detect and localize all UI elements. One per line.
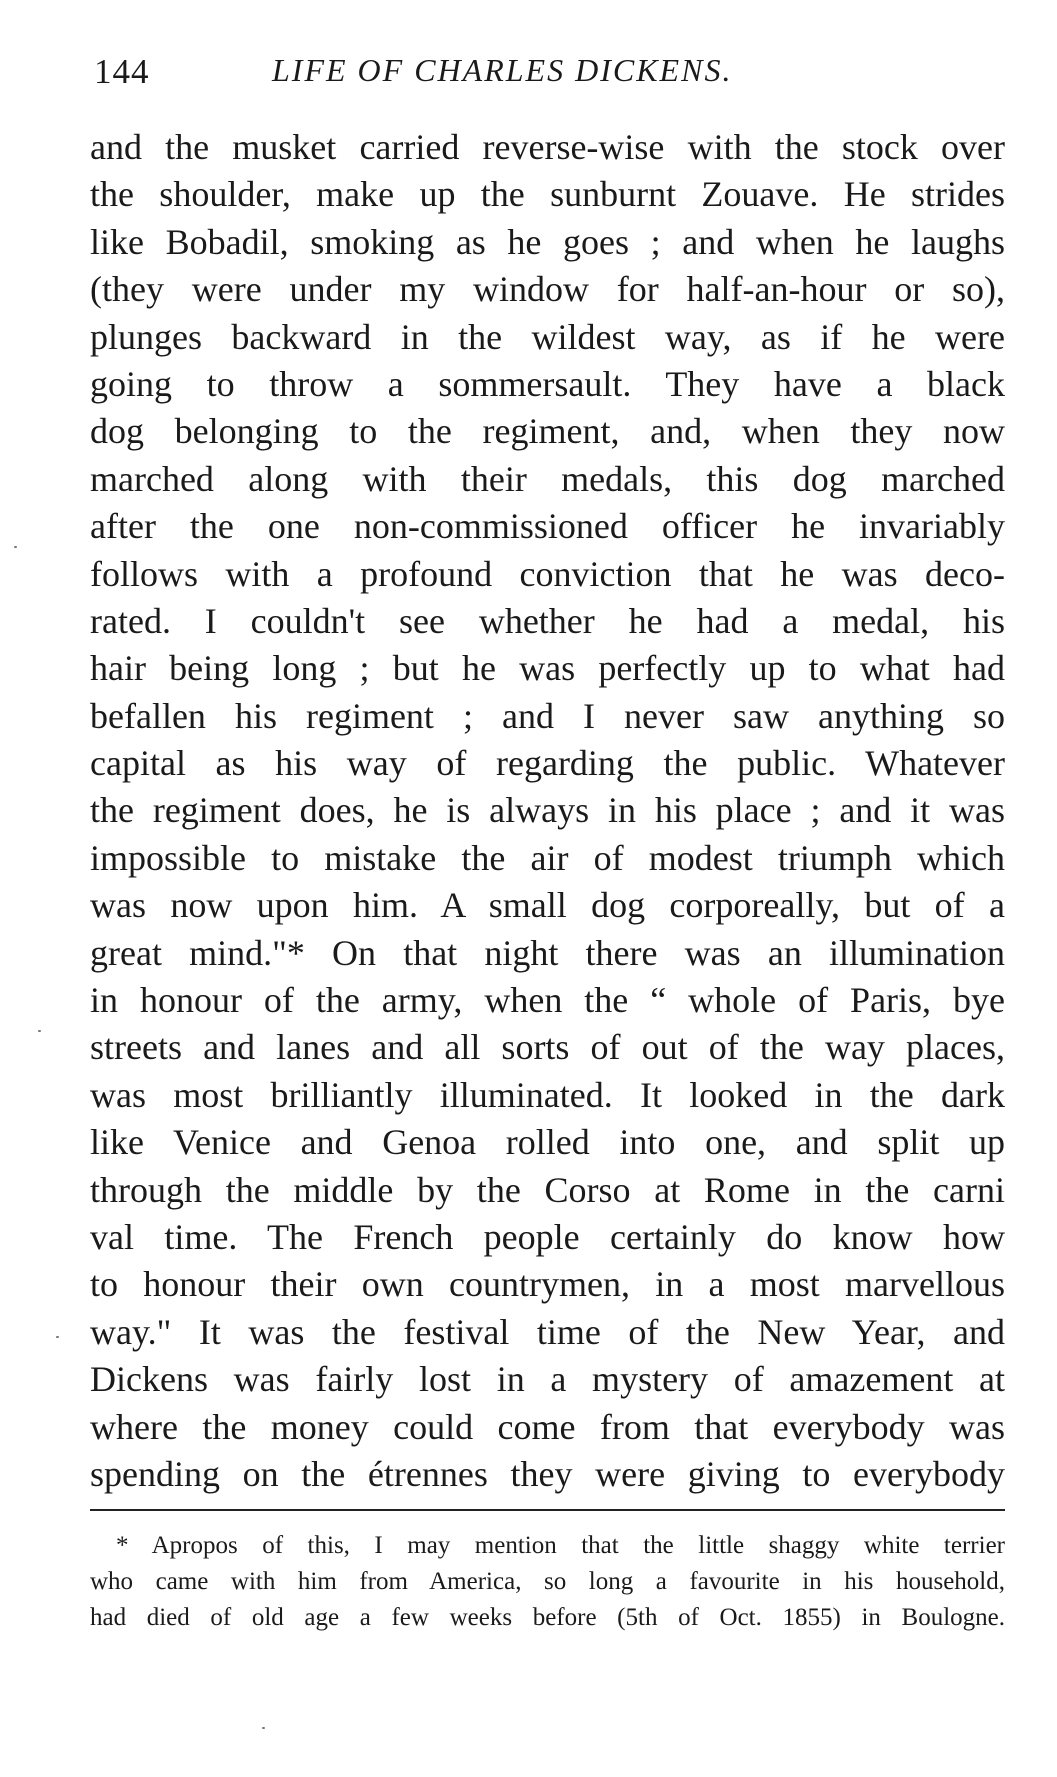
text-line: way." It was the festival time of the New Year, and xyxy=(90,1311,1005,1352)
text-line: in honour of the army, when the “ whole of Paris, bye xyxy=(90,980,1005,1021)
text-line: hair being long ; but he was perfectly up to what had xyxy=(90,648,1005,689)
text-line: spending on the étrennes they were giving to everybody xyxy=(90,1453,1005,1494)
text-line: was most brilliantly illuminated. It looked in the dark xyxy=(90,1074,1005,1115)
text-line: follows with a profound conviction that he was deco- xyxy=(90,553,1005,594)
text-line: dog belonging to the regiment, and, when they now xyxy=(90,411,1005,452)
page-number: 144 xyxy=(94,52,150,91)
text-line: great mind."* On that night there was an illumination xyxy=(90,932,1005,973)
running-title: LIFE OF CHARLES DICKENS. xyxy=(272,52,733,88)
text-line: impossible to mistake the air of modest triumph which xyxy=(90,837,1005,878)
text-line: and the musket carried reverse-wise with the stock over xyxy=(90,127,1005,167)
paper-speck xyxy=(262,1727,265,1729)
footnote-line: had died of old age a few weeks before (5th of Oct. 1855) in Boulogne. xyxy=(90,1604,1005,1631)
text-line: rated. I couldn't see whether he had a medal, his xyxy=(90,600,1005,641)
running-head xyxy=(86,52,1006,102)
text-line: the regiment does, he is always in his place ; and it was xyxy=(90,790,1005,831)
text-line: val time. The French people certainly do know how xyxy=(90,1216,1005,1257)
footnote-line: who came with him from America, so long a favourite in his household, xyxy=(90,1568,1005,1595)
footnote xyxy=(90,1528,1005,1636)
paper-speck xyxy=(56,1336,59,1338)
text-line: going to throw a sommersault. They have a black xyxy=(90,363,1005,404)
text-line: befallen his regiment ; and I never saw anything so xyxy=(90,695,1005,736)
text-line: the shoulder, make up the sunburnt Zouave. He strides xyxy=(90,174,1005,215)
text-line: to honour their own countrymen, in a most marvellous xyxy=(90,1264,1005,1305)
text-line: where the money could come from that everybody was xyxy=(90,1406,1005,1447)
footnote-divider xyxy=(90,1509,1005,1511)
text-line: streets and lanes and all sorts of out of the way places, xyxy=(90,1027,1005,1068)
text-line: (they were under my window for half-an-hour or so), xyxy=(90,269,1005,310)
text-line: like Bobadil, smoking as he goes ; and when he laughs xyxy=(90,221,1005,262)
text-line: through the middle by the Corso at Rome in the carni xyxy=(90,1169,1005,1210)
body-text xyxy=(90,124,1005,1498)
footnote-line: * Apropos of this, I may mention that the little shaggy white terrier xyxy=(116,1532,1005,1559)
text-line: plunges backward in the wildest way, as if he were xyxy=(90,316,1005,357)
text-line: after the one non-commissioned officer he invariably xyxy=(90,506,1005,547)
text-line: capital as his way of regarding the public. Whatever xyxy=(90,743,1005,784)
text-line: was now upon him. A small dog corporeally, but of a xyxy=(90,885,1005,926)
text-line: like Venice and Genoa rolled into one, and split up xyxy=(90,1122,1005,1163)
text-line: Dickens was fairly lost in a mystery of amazement at xyxy=(90,1359,1005,1400)
paper-speck xyxy=(14,546,17,548)
text-line: marched along with their medals, this dog marched xyxy=(90,458,1005,499)
paper-speck xyxy=(38,1030,41,1032)
